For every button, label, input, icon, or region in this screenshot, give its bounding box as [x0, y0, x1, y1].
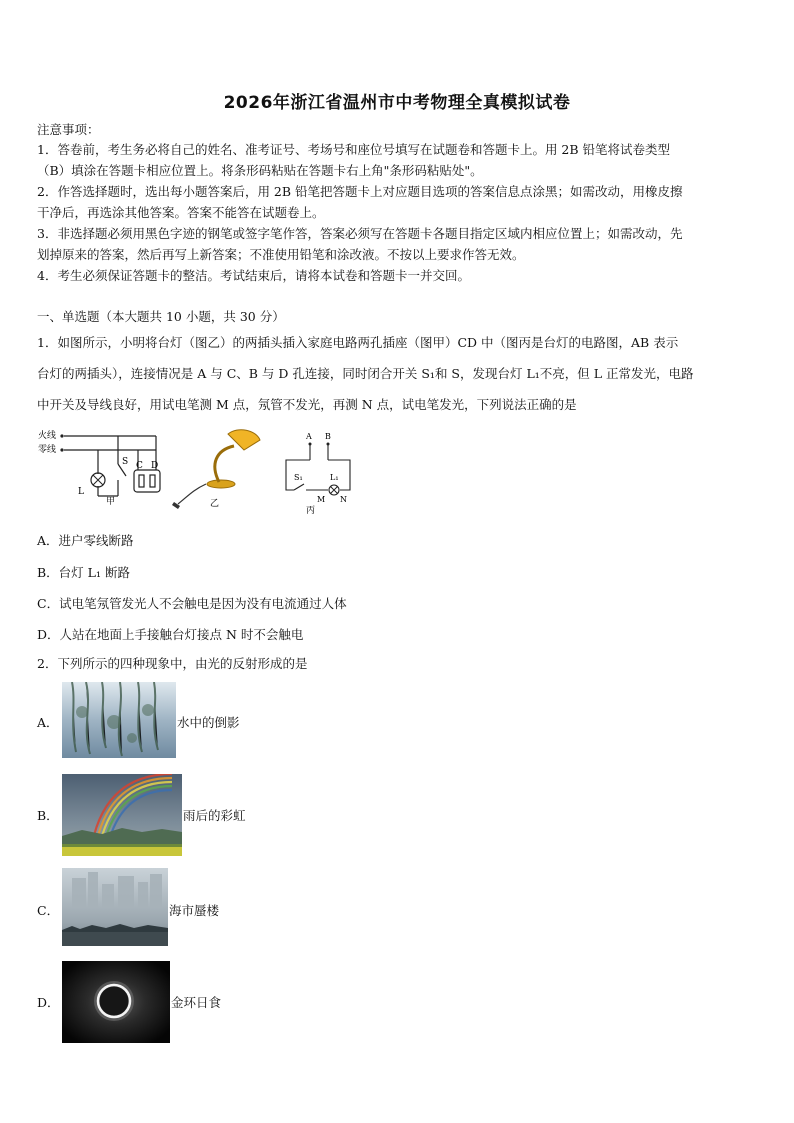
question-2-stem: 2．下列所示的四种现象中，由光的反射形成的是	[37, 656, 308, 671]
figure-yi-label: 乙	[210, 499, 220, 509]
mirage-photo	[62, 868, 168, 946]
notice-line: 2．作答选择题时，选出每小题答案后，用 2B 铅笔把答题卡上对应题目选项的答案信息点涂黑；如需改动，用橡皮擦	[37, 184, 683, 199]
notice-line: 干净后，再选涂其他答案。答案不能答在试题卷上。	[37, 205, 325, 220]
question-1-line: 1．如图所示，小明将台灯（图乙）的两插头插入家庭电路两孔插座（图甲）CD 中（图丙是台灯的电路图，AB 表示	[37, 335, 679, 350]
question-1-line: 台灯的两插头），连接情况是 A 与 C、B 与 D 孔连接，同时闭合开关 S₁和 S，发现台灯 L₁不亮，但 L 正常发光，电路	[37, 366, 694, 381]
desk-lamp-icon	[172, 430, 260, 509]
question-2-option-a-letter[interactable]: A．	[37, 715, 59, 730]
notice-line: 划掉原来的答案，然后再写上新答案；不准使用铅笔和涂改液。不按以上要求作答无效。	[37, 247, 525, 262]
notice-line: 4．考生必须保证答题卡的整洁。考试结束后，请将本试卷和答题卡一并交回。	[37, 268, 470, 283]
switch-label: S	[122, 457, 129, 467]
reflection-photo	[62, 682, 176, 758]
question-1-line: 中开关及导线良好，用试电笔测 M 点，氖管不发光，再测 N 点，试电笔发光，下列说法正确的是	[37, 397, 577, 412]
question-2-option-c-letter[interactable]: C．	[37, 903, 60, 918]
question-2-option-a-caption: 水中的倒影	[177, 715, 240, 730]
question-1-option-c[interactable]: C．试电笔氖管发光人不会触电是因为没有电流通过人体	[37, 596, 347, 611]
section-heading: 一、单选题（本大题共 10 小题，共 30 分）	[37, 309, 285, 324]
question-2-option-b-letter[interactable]: B．	[37, 808, 59, 823]
rainbow-photo	[62, 774, 182, 856]
question-2-option-d-letter[interactable]: D．	[37, 995, 60, 1010]
notice-heading: 注意事项：	[37, 122, 100, 137]
plug-label-b: B	[325, 432, 331, 441]
notice-line: 1．答卷前，考生务必将自己的姓名、准考证号、考场号和座位号填写在试题卷和答题卡上。用 2B 铅笔将试卷类型	[37, 142, 671, 157]
page-title: 2026年浙江省温州市中考物理全真模拟试卷	[223, 93, 571, 113]
annular-eclipse-photo	[62, 961, 170, 1043]
question-1-option-d[interactable]: D．人站在地面上手接触台灯接点 N 时不会触电	[37, 627, 304, 642]
question-2-option-b-caption: 雨后的彩虹	[183, 808, 246, 823]
question-1-figure	[38, 424, 368, 516]
socket-label-d: D	[151, 461, 159, 471]
notice-line: （B）填涂在答题卡相应位置上。将条形码粘贴在答题卡右上角"条形码粘贴处"。	[37, 163, 483, 178]
lamp-label: L	[78, 487, 84, 497]
lamp-l1-label: L₁	[330, 473, 339, 482]
figure-bing-label: 丙	[306, 506, 316, 516]
question-1-option-b[interactable]: B．台灯 L₁ 断路	[37, 565, 130, 580]
plug-label-a: A	[306, 432, 312, 441]
question-1-option-a[interactable]: A．进户零线断路	[37, 533, 134, 548]
figure-jia-label: 甲	[106, 497, 116, 507]
notice-line: 3．非选择题必须用黑色字迹的钢笔或签字笔作答，答案必须写在答题卡各题目指定区域内相应位置上；如需改动，先	[37, 226, 683, 241]
question-2-option-c-caption: 海市蜃楼	[169, 903, 220, 918]
socket-label-c: C	[136, 461, 143, 471]
switch-s1-label: S₁	[294, 473, 303, 482]
live-wire-label: 火线	[38, 431, 57, 441]
question-2-option-d-caption: 金环日食	[171, 995, 222, 1010]
neutral-wire-label: 零线	[38, 445, 57, 455]
point-n-label: N	[340, 495, 347, 504]
point-m-label: M	[317, 495, 326, 504]
figure-bing-circuit	[286, 444, 350, 490]
